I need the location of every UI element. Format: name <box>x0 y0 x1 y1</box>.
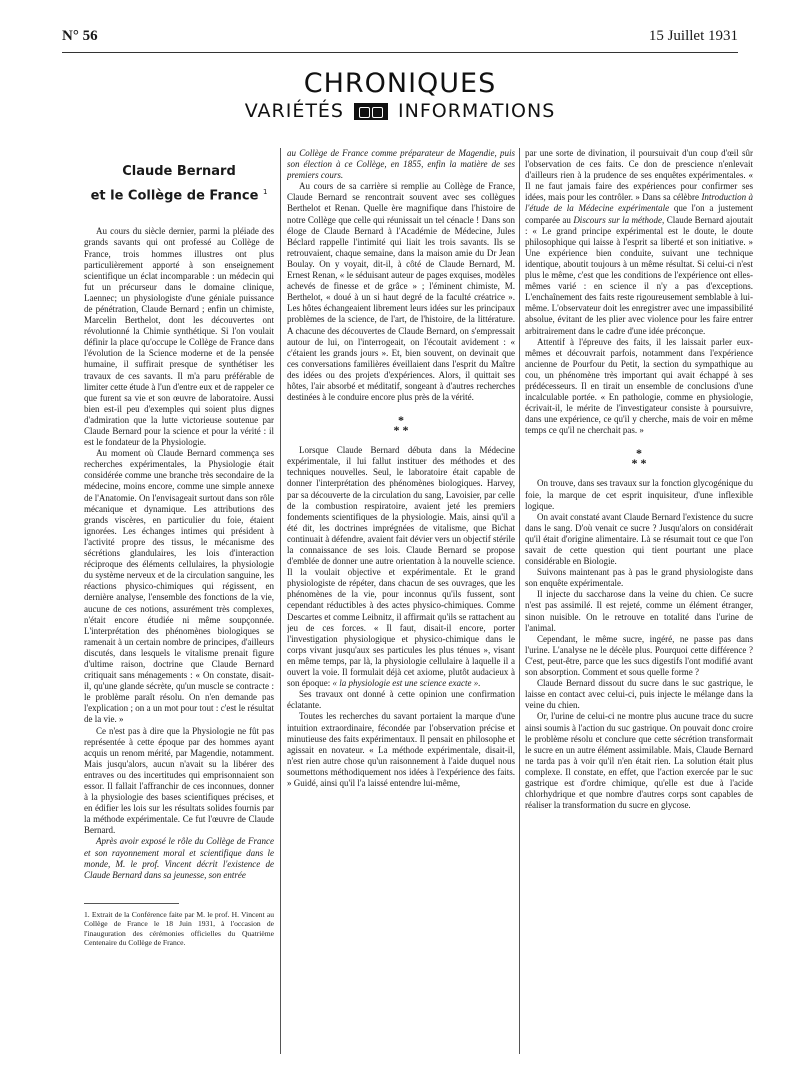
column-3 <box>525 148 753 1054</box>
article-title <box>84 162 274 206</box>
article-title-line-2: et le Collège de France $^1$ <box>90 188 268 204</box>
footnote-marker: 1 <box>262 188 268 196</box>
paragraph: Il injecte du saccharose dans la veine du chien. Ce sucre n'est pas assimilé. Il est rejeté, comme un élément étranger, sinon nuisible. On le retrouve en totalité dans l'urine de l'animal. <box>525 589 753 633</box>
section-separator-asterisks: * * * <box>393 413 409 438</box>
book-title: Introduction à l'étude de la Médecine expérimentale <box>525 192 753 214</box>
issue-date: 15 Juillet 1931 <box>648 28 738 44</box>
paragraph: Ce n'est pas à dire que la Physiologie ne fût pas représentée à cette époque par des hommes ayant acquis un renom mérité, par Magendie, notamment. Mais jusqu'alors, aucun n'avait su la libérer des entraves ou des incertitudes qui emprisonnaient son essor. Il fallait l'affranchir de ces inconnues, donner à la physiologie des bases scientifiques précises, et en édifier les lois sur les résultats solides fournis par la méthode expérimentale. Ce fut l'œuvre de Claude Bernard. <box>84 725 274 836</box>
column-divider <box>519 148 520 1054</box>
header-rule <box>62 52 738 53</box>
paragraph: Attentif à l'épreuve des faits, il les laissait parler eux-mêmes et découvrait parfois, notamment dans l'expérience ancienne de Pourfour du Petit, la section du sympathique au cou, un phénomène très important qui avait échappé à ses prédécesseurs. Il en tirait un ensemble de conclusions d'une incalculable portée. « En pathologie, comme en physiologie, écrivait-il, le mérite de l'investigateur consiste à poursuivre, dans une expérience, ce qu'il y cherche, mais de voir en même temps ce qu'il ne cherchait pas. » <box>525 336 753 436</box>
masthead-subtitle <box>0 100 800 122</box>
masthead-right-word: INFORMATIONS <box>398 100 556 122</box>
paragraph: Claude Bernard dissout du sucre dans le suc gastrique, le laisse en contact avec celui-ci, puis injecte le mélange dans la veine du chien. <box>525 678 753 711</box>
ornament-icon <box>354 103 388 120</box>
paragraph: Lorsque Claude Bernard débuta dans la Médecine expérimentale, il lui fallut instituer des méthodes et des techniques nouvelles. Seul, le laboratoire était capable de donner l'interprétation des phénomènes biologiques. Harvey, par sa découverte de la circulation du sang, Lavoisier, par celle de la combustion respiratoire, avaient jeté les premiers fondements scientifiques de la physiologie. Mais, ainsi qu'il a été dit, les doctrines imprégnées de vitalisme, que Bichat continuait à défendre, avaient fait dévier vers un objectif stérile la connaissance de ses lois. Claude Bernard se propose d'emblée de donner une autre orientation à la nouvelle science. Il la voulait objective et expérimentale. Et le grand physiologiste de répéter, dans chacun de ses ouvrages, que les phénomènes de la vie, pour inconnus qu'ils fussent, sont cependant réductibles à des actes physico-chimiques. Comme Descartes et comme Leibnitz, il affirmait qu'ils se rattachent au jeu de ces forces. « Il faut, disait-il encore, porter l'investigation physiologique et physico-chimique dans le corps vivant jusqu'aux ses particules les plus ténues », visant en même temps, par là, la physiologie cellulaire à laquelle il a ouvert la voie. Il formulait déjà cet axiome, plutôt audacieux à son époque: « la physiologie est une science exacte ». <box>287 445 515 689</box>
article-title-line-1: Claude Bernard <box>122 164 236 179</box>
paragraph: Or, l'urine de celui-ci ne montre plus aucune trace du sucre ainsi soumis à l'action du suc gastrique. On pouvait donc croire le problème résolu et conclure que cette sécrétion transformait le sucre en un autre élément assimilable. Mais, Claude Bernard ne tarda pas à voir qu'il n'en était rien. La solution était plus complexe. Il constate, en effet, que l'action exercée par le suc gastrique est d'ordre chimique, qu'elle est due à l'acide chlorhydrique et que nombre d'autres corps sont capables de réaliser la transformation du sucre en glycose. <box>525 711 753 811</box>
paragraph: Au cours de sa carrière si remplie au Collège de France, Claude Bernard se rencontrait souvent avec ses collègues Berthelot et Renan. Quelle ère magnifique dans l'histoire de notre Collège que celle qui réunissait un tel cénacle ! Dans son éloge de Claude Bernard à l'Académie de Médecine, Jules Béclard rappelle l'intimité qui liait les trois savants. Ils se retrouvaient, chaque semaine, dans la maison amie du Dr Jean Boulay. On y voyait, dit-il, à côté de Claude Bernard, M. Ernest Renan, « le séduisant auteur de pages exquises, modèles achevés de finesse et de grâce » ; l'éminent chimiste, M. Berthelot, « doué à un si haut degré de la faculté créatrice ». Les hôtes échangeaient librement leurs idées sur les principaux problèmes de la science, de l'art, de l'histoire, de la littérature. A chacune des découvertes de Claude Bernard, on s'empressait autour de lui, on l'interrogeait, on l'écoutait avidement : « c'étaient les grands jours ». Et, bien souvent, on devinait que ces conversations familières éveillaient dans l'esprit du Maître des idées ou des projets d'expériences. Alors, il quittait ses hôtes, l'air absorbé et méditatif, songeant à d'autres recherches destinées à le conduire encore plus près de la vérité. <box>287 181 515 403</box>
column-1 <box>84 148 274 1054</box>
column-divider <box>280 148 281 1054</box>
page-header <box>62 28 738 50</box>
footnote: 1. Extrait de la Conférence faite par M. le prof. H. Vincent au Collège de France le 18 Juin 1931, à l'occasion de l'inauguration des cérémonies officielles du Quatrième Centenaire du Collège de France. <box>84 909 274 948</box>
paragraph: On avait constaté avant Claude Bernard l'existence du sucre dans le sang. D'où venait ce sucre ? Jusqu'alors on considérait qu'il était d'origine alimentaire. Là se résumait tout ce que l'on savait de cette question qui tient pourtant une place considérable en Biologie. <box>525 511 753 567</box>
masthead-left-word: VARIÉTÉS <box>244 100 344 122</box>
book-title: Discours sur la méthode, <box>573 214 665 225</box>
section-separator-asterisks: * * * <box>631 446 647 471</box>
paragraph: Toutes les recherches du savant portaient la marque d'une intuition extraordinaire, fécondée par l'observation précise et minutieuse des faits expérimentaux. Il pensait en philosophe et agissait en novateur. « La méthode expérimentale, disait-il, n'est rien autre chose qu'un raisonnement à l'aide duquel nous soumettons méthodiquement nos idées à l'expérience des faits. » Guidé, ainsi qu'il l'a laissé entendre lui-même, <box>287 711 515 788</box>
paragraph-italic: Après avoir exposé le rôle du Collège de France et son rayonnement moral et scientifique dans le monde, M. le prof. Vincent décrit l'existence de Claude Bernard dans sa jeunesse, son entrée <box>84 836 274 880</box>
masthead-title: CHRONIQUES <box>303 68 497 99</box>
quote-italic: « la physiologie est une science exacte ». <box>332 678 481 689</box>
masthead <box>0 70 800 122</box>
paragraph: Suivons maintenant pas à pas le grand physiologiste dans son enquête expérimentale. <box>525 567 753 589</box>
paragraph: Au cours du siècle dernier, parmi la pléiade des grands savants qui ont professé au Collège de France, trois hommes illustres ont plus particulièrement apporté à son enseignement scientifique un éclat incomparable : un médecin qui fut un précurseur dans le domaine clinique, Laennec; un physiologiste d'une géniale puissance de pénétration, Claude Bernard ; enfin un chimiste, Marcelin Berthelot, dont les découvertes ont révolutionné la Chimie synthétique. Si l'on voulait définir la place qu'occupe le Collège de France dans l'évolution de la Science moderne et de la pensée humaine, il suffirait presque de synthétiser les travaux de ces savants. Il m'a paru préférable de limiter cette étude à l'un d'entre eux et de rappeler ce que furent sa vie et son œuvre de laboratoire. Aussi bien est-il peu d'exemples qui soient plus dignes d'admiration que la lutte victorieuse soutenue par Claude Bernard pour la science et pour la vérité : il est le fondateur de la Physiologie. <box>84 226 274 448</box>
paragraph: par une sorte de divination, il poursuivait d'un coup d'œil sûr l'observation de ces faits. Ce don de prescience n'enlevait d'ailleurs rien à la prudence de ses enquêtes expérimentales. « Il ne faut jamais faire des expériences pour confirmer ses idées, mais pour les contrôler. » Dans sa célèbre Introduction à l'étude de la Médecine expérimentale que l'on a justement comparée au Discours sur la méthode, Claude Bernard ajoutait : « Le grand principe expérimental est le doute, le doute philosophique qui laisse à l'esprit sa liberté et son initiative. » Une expérience bien conduite, suivant une technique identique, aboutit toujours à un même résultat. Si celui-ci n'est plus le même, c'est que les conditions de l'expérience ont elles-mêmes varié : en science il n'y a pas d'exceptions. L'enchaînement des faits reste rigoureusement semblable à lui-même. L'observateur doit les enregistrer avec une impassibilité absolue, évitant de les plier avec violence pour les faire entrer arbitrairement dans le cadre d'une idée préconçue. <box>525 148 753 336</box>
paragraph: Au moment où Claude Bernard commença ses recherches expérimentales, la Physiologie était considérée comme une branche très secondaire de la médecine, moins encore, comme une simple annexe de l'Anatomie. On l'envisageait surtout dans son rôle mécanique et dynamique. Les attributions des grands viscères, en particulier du foie, étaient ignorées. Les échanges intimes qui président à l'activité propre des tissus, le mécanisme des sécrétions glandulaires, les lois d'interaction réciproque des éléments cellulaires, la physiologie du système nerveux et de la circulation sanguine, les réactions physico-chimiques qui régissent, en dernière analyse, l'ensemble des fonctions de la vie, aucune de ces notions, assurément très complexes, n'était encore étudiée ni même soupçonnée. L'interprétation des phénomènes biologiques se ramenait à un certain nombre de principes, d'ailleurs discutés, dans lesquels le vitalisme prenait figure d'ultime raison, doctrine que Claude Bernard critiquait sans ménagements : « On constate, disait-il, qu'une glande sécrète, qu'un muscle se contracte : le problème paraît résolu. On n'en demande pas l'explication ; on a un mot pour tout : c'est le résultat de la vie. » <box>84 448 274 725</box>
footnote-rule <box>84 903 179 904</box>
paragraph: Cependant, le même sucre, ingéré, ne passe pas dans l'urine. L'analyse ne le décèle plus. Pourquoi cette différence ? C'est, peut-être, parce que les sucs digestifs l'ont modifié avant son absorption. Comment et sous quelle forme ? <box>525 633 753 678</box>
paragraph: Ses travaux ont donné à cette opinion une confirmation éclatante. <box>287 689 515 711</box>
column-2 <box>287 148 515 1054</box>
paragraph: On trouve, dans ses travaux sur la fonction glycogénique du foie, la marque de cet esprit inquisiteur, d'une inflexible logique. <box>525 478 753 511</box>
issue-number: N° 56 <box>62 28 98 44</box>
paragraph-italic: au Collège de France comme préparateur de Magendie, puis son élection à ce Collège, en 1855, enfin la matière de ses premiers cours. <box>287 148 515 181</box>
